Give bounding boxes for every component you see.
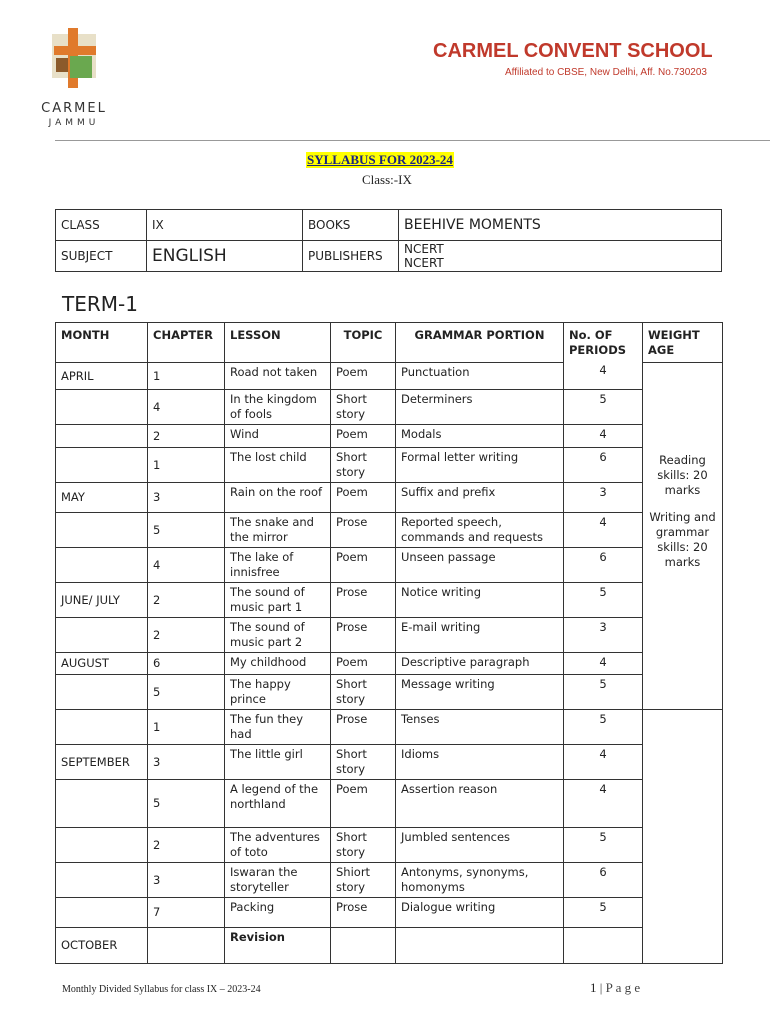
table-row xyxy=(56,898,723,928)
topic-cell xyxy=(331,928,396,964)
footer-text: Monthly Divided Syllabus for class IX – 2023-24 xyxy=(62,984,261,995)
grammar-cell: Unseen passage xyxy=(396,548,564,583)
lesson-cell: Packing xyxy=(225,898,331,928)
topic-cell: Short story xyxy=(331,828,396,863)
books-value: BEEHIVE MOMENTS xyxy=(399,210,722,241)
topic-cell: Poem xyxy=(331,363,396,390)
periods-cell: 5 xyxy=(564,898,643,928)
lesson-cell: The little girl xyxy=(225,745,331,780)
grammar-cell: Jumbled sentences xyxy=(396,828,564,863)
header-divider xyxy=(55,140,770,141)
books-label: BOOKS xyxy=(303,210,399,241)
col-grammar: GRAMMAR PORTION xyxy=(396,323,564,363)
table-row xyxy=(56,583,723,618)
grammar-cell: Antonyms, synonyms, homonyms xyxy=(396,863,564,898)
lesson-cell: A legend of the northland xyxy=(225,780,331,828)
chapter-cell: 5 xyxy=(148,675,225,710)
topic-cell: Short story xyxy=(331,448,396,483)
periods-cell: 5 xyxy=(564,390,643,425)
col-month: MONTH xyxy=(56,323,148,363)
periods-cell: 6 xyxy=(564,548,643,583)
periods-cell: 5 xyxy=(564,710,643,745)
periods-cell: 4 xyxy=(564,780,643,828)
month-cell: SEPTEMBER xyxy=(56,745,148,780)
syllabus-table xyxy=(55,322,723,964)
grammar-cell: Dialogue writing xyxy=(396,898,564,928)
publishers-value xyxy=(399,241,722,272)
lesson-cell: In the kingdom of fools xyxy=(225,390,331,425)
weightage-empty xyxy=(643,710,723,964)
periods-cell: 4 xyxy=(564,425,643,448)
month-cell: JUNE/ JULY xyxy=(56,583,148,618)
grammar-cell xyxy=(396,928,564,964)
lesson-cell: The snake and the mirror xyxy=(225,513,331,548)
lesson-cell: The happy prince xyxy=(225,675,331,710)
school-logo xyxy=(34,28,114,138)
topic-cell: Poem xyxy=(331,425,396,448)
grammar-cell: Descriptive paragraph xyxy=(396,653,564,675)
class-line: Class:-IX xyxy=(362,172,412,187)
table-row xyxy=(56,675,723,710)
chapter-cell: 3 xyxy=(148,483,225,513)
col-lesson: LESSON xyxy=(225,323,331,363)
table-row xyxy=(56,928,723,964)
periods-cell: 4 xyxy=(564,745,643,780)
topic-cell: Poem xyxy=(331,780,396,828)
table-row xyxy=(56,390,723,425)
periods-cell: 5 xyxy=(564,675,643,710)
page-num: 1 xyxy=(590,980,597,995)
grammar-cell: Assertion reason xyxy=(396,780,564,828)
lesson-cell: Revision xyxy=(225,928,331,964)
table-row xyxy=(56,863,723,898)
col-weightage: WEIGHT AGE xyxy=(643,323,723,363)
logo-text-jammu: JAMMU xyxy=(48,118,100,128)
lesson-cell: My childhood xyxy=(225,653,331,675)
month-cell: OCTOBER xyxy=(56,928,148,964)
page-number xyxy=(590,980,640,996)
chapter-cell: 2 xyxy=(148,425,225,448)
chapter-cell: 4 xyxy=(148,390,225,425)
lesson-cell: The adventures of toto xyxy=(225,828,331,863)
lesson-cell: Rain on the roof xyxy=(225,483,331,513)
table-row xyxy=(56,618,723,653)
topic-cell: Shiort story xyxy=(331,863,396,898)
topic-cell: Poem xyxy=(331,548,396,583)
grammar-cell: Tenses xyxy=(396,710,564,745)
topic-cell: Prose xyxy=(331,898,396,928)
class-value: IX xyxy=(147,210,303,241)
chapter-cell: 7 xyxy=(148,898,225,928)
lesson-cell: The fun they had xyxy=(225,710,331,745)
topic-cell: Prose xyxy=(331,710,396,745)
logo-text-carmel: CARMEL xyxy=(41,101,107,116)
lesson-cell: The sound of music part 1 xyxy=(225,583,331,618)
grammar-cell: Notice writing xyxy=(396,583,564,618)
topic-cell: Prose xyxy=(331,618,396,653)
table-row xyxy=(56,548,723,583)
periods-cell: 6 xyxy=(564,448,643,483)
class-label: CLASS xyxy=(56,210,147,241)
subject-label: SUBJECT xyxy=(56,241,147,272)
topic-cell: Prose xyxy=(331,583,396,618)
table-row xyxy=(56,828,723,863)
lesson-cell: The lost child xyxy=(225,448,331,483)
periods-cell: 5 xyxy=(564,828,643,863)
grammar-cell: Modals xyxy=(396,425,564,448)
table-row xyxy=(56,780,723,828)
lesson-cell: Wind xyxy=(225,425,331,448)
chapter-cell: 2 xyxy=(148,618,225,653)
lesson-cell: Road not taken xyxy=(225,363,331,390)
table-row xyxy=(56,653,723,675)
topic-cell: Short story xyxy=(331,675,396,710)
topic-cell: Prose xyxy=(331,513,396,548)
col-chapter: CHAPTER xyxy=(148,323,225,363)
chapter-cell: 6 xyxy=(148,653,225,675)
topic-cell: Poem xyxy=(331,483,396,513)
table-row xyxy=(56,425,723,448)
table-row xyxy=(56,710,723,745)
topic-cell: Short story xyxy=(331,390,396,425)
chapter-cell: 2 xyxy=(148,583,225,618)
subject-value: ENGLISH xyxy=(147,241,303,272)
grammar-cell: Determiners xyxy=(396,390,564,425)
chapter-cell: 1 xyxy=(148,363,225,390)
periods-cell xyxy=(564,928,643,964)
grammar-cell: Message writing xyxy=(396,675,564,710)
weightage-cell xyxy=(643,363,723,710)
table-row xyxy=(56,448,723,483)
table-row xyxy=(56,745,723,780)
chapter-cell: 1 xyxy=(148,710,225,745)
grammar-cell: Reported speech, commands and requests xyxy=(396,513,564,548)
chapter-cell: 3 xyxy=(148,745,225,780)
month-cell: APRIL xyxy=(56,363,148,390)
affiliation-text: Affiliated to CBSE, New Delhi, Aff. No.730203 xyxy=(505,67,707,78)
col-topic: TOPIC xyxy=(331,323,396,363)
table-row xyxy=(56,513,723,548)
chapter-cell: 5 xyxy=(148,513,225,548)
month-cell: MAY xyxy=(56,483,148,513)
page-label: | P a g e xyxy=(599,980,641,995)
publishers-label: PUBLISHERS xyxy=(303,241,399,272)
grammar-cell: Suffix and prefix xyxy=(396,483,564,513)
lesson-cell: Iswaran the storyteller xyxy=(225,863,331,898)
chapter-cell: 3 xyxy=(148,863,225,898)
topic-cell: Poem xyxy=(331,653,396,675)
lesson-cell: The sound of music part 2 xyxy=(225,618,331,653)
periods-cell: 4 xyxy=(564,363,643,390)
topic-cell: Short story xyxy=(331,745,396,780)
periods-cell: 4 xyxy=(564,513,643,548)
chapter-cell: 5 xyxy=(148,780,225,828)
publisher-1: NCERT xyxy=(404,242,444,256)
chapter-cell: 1 xyxy=(148,448,225,483)
table-row xyxy=(56,363,723,390)
periods-cell: 5 xyxy=(564,583,643,618)
month-cell: AUGUST xyxy=(56,653,148,675)
weightage-writing: Writing and grammar skills: 20 marks xyxy=(649,510,716,569)
grammar-cell: E-mail writing xyxy=(396,618,564,653)
info-table xyxy=(55,209,722,272)
term-heading: TERM-1 xyxy=(62,292,138,316)
chapter-cell: 2 xyxy=(148,828,225,863)
periods-cell: 6 xyxy=(564,863,643,898)
syllabus-title: SYLLABUS FOR 2023-24 xyxy=(307,152,453,167)
publisher-2: NCERT xyxy=(404,256,444,270)
grammar-cell: Punctuation xyxy=(396,363,564,390)
col-periods: No. OF PERIODS xyxy=(564,323,643,363)
lesson-cell: The lake of innisfree xyxy=(225,548,331,583)
table-row xyxy=(56,483,723,513)
periods-cell: 4 xyxy=(564,653,643,675)
periods-cell: 3 xyxy=(564,483,643,513)
weightage-reading: Reading skills: 20 marks xyxy=(657,453,708,497)
school-name: CARMEL CONVENT SCHOOL xyxy=(433,40,713,62)
grammar-cell: Idioms xyxy=(396,745,564,780)
chapter-cell xyxy=(148,928,225,964)
periods-cell: 3 xyxy=(564,618,643,653)
grammar-cell: Formal letter writing xyxy=(396,448,564,483)
chapter-cell: 4 xyxy=(148,548,225,583)
